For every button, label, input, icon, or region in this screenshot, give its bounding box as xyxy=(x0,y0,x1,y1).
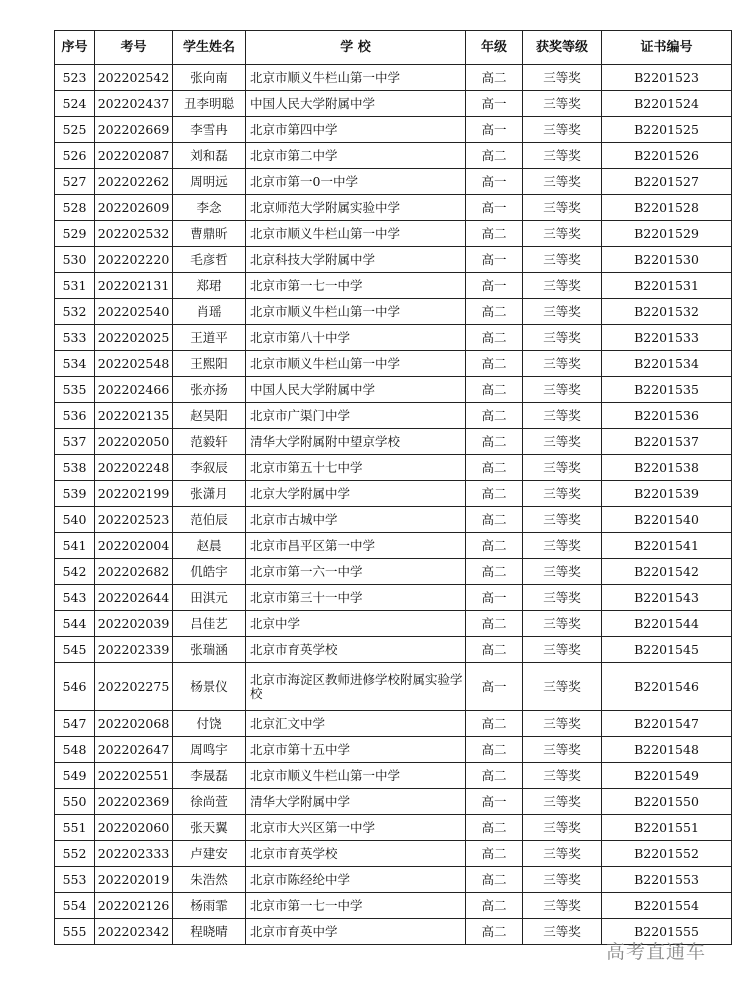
cell-award-level: 三等奖 xyxy=(523,403,602,429)
cell-index: 540 xyxy=(55,507,95,533)
table-row xyxy=(55,221,732,247)
table-body xyxy=(55,65,732,945)
cell-exam-id: 202202682 xyxy=(95,559,173,585)
cell-exam-id: 202202339 xyxy=(95,637,173,663)
cell-grade: 高二 xyxy=(466,533,523,559)
cell-grade: 高二 xyxy=(466,893,523,919)
cell-school: 北京市育英学校 xyxy=(246,841,466,867)
cell-certificate-no: B2201534 xyxy=(602,351,732,377)
cell-grade: 高二 xyxy=(466,559,523,585)
cell-school: 北京师范大学附属实验中学 xyxy=(246,195,466,221)
cell-certificate-no: B2201541 xyxy=(602,533,732,559)
cell-school: 北京市顺义牛栏山第一中学 xyxy=(246,763,466,789)
col-header-grade: 年级 xyxy=(466,31,523,65)
cell-school: 北京市顺义牛栏山第一中学 xyxy=(246,221,466,247)
cell-grade: 高二 xyxy=(466,65,523,91)
table-row xyxy=(55,893,732,919)
table-row xyxy=(55,737,732,763)
cell-grade: 高二 xyxy=(466,299,523,325)
table-row xyxy=(55,169,732,195)
cell-exam-id: 202202548 xyxy=(95,351,173,377)
cell-certificate-no: B2201554 xyxy=(602,893,732,919)
cell-school: 北京市海淀区教师进修学校附属实验学校 xyxy=(246,663,466,711)
cell-school: 北京中学 xyxy=(246,611,466,637)
cell-award-level: 三等奖 xyxy=(523,711,602,737)
cell-student-name: 郑珺 xyxy=(173,273,246,299)
cell-grade: 高二 xyxy=(466,737,523,763)
cell-exam-id: 202202532 xyxy=(95,221,173,247)
cell-award-level: 三等奖 xyxy=(523,919,602,945)
cell-grade: 高二 xyxy=(466,143,523,169)
cell-certificate-no: B2201526 xyxy=(602,143,732,169)
cell-award-level: 三等奖 xyxy=(523,789,602,815)
cell-award-level: 三等奖 xyxy=(523,377,602,403)
cell-certificate-no: B2201530 xyxy=(602,247,732,273)
cell-index: 537 xyxy=(55,429,95,455)
cell-index: 552 xyxy=(55,841,95,867)
cell-award-level: 三等奖 xyxy=(523,91,602,117)
cell-index: 534 xyxy=(55,351,95,377)
cell-student-name: 曹鼎昕 xyxy=(173,221,246,247)
cell-index: 554 xyxy=(55,893,95,919)
cell-index: 548 xyxy=(55,737,95,763)
cell-certificate-no: B2201528 xyxy=(602,195,732,221)
cell-school: 北京市第五十七中学 xyxy=(246,455,466,481)
cell-certificate-no: B2201553 xyxy=(602,867,732,893)
table-row xyxy=(55,507,732,533)
cell-award-level: 三等奖 xyxy=(523,351,602,377)
cell-grade: 高二 xyxy=(466,455,523,481)
cell-student-name: 丑李明聪 xyxy=(173,91,246,117)
cell-certificate-no: B2201555 xyxy=(602,919,732,945)
table-row xyxy=(55,663,732,711)
cell-certificate-no: B2201531 xyxy=(602,273,732,299)
cell-grade: 高一 xyxy=(466,117,523,143)
table-row xyxy=(55,377,732,403)
cell-certificate-no: B2201525 xyxy=(602,117,732,143)
cell-school: 北京市顺义牛栏山第一中学 xyxy=(246,299,466,325)
cell-exam-id: 202202644 xyxy=(95,585,173,611)
cell-index: 547 xyxy=(55,711,95,737)
cell-award-level: 三等奖 xyxy=(523,273,602,299)
table-row xyxy=(55,637,732,663)
cell-exam-id: 202202647 xyxy=(95,737,173,763)
cell-certificate-no: B2201549 xyxy=(602,763,732,789)
cell-student-name: 程晓晴 xyxy=(173,919,246,945)
cell-grade: 高二 xyxy=(466,763,523,789)
cell-school: 中国人民大学附属中学 xyxy=(246,91,466,117)
cell-certificate-no: B2201533 xyxy=(602,325,732,351)
cell-student-name: 赵昊阳 xyxy=(173,403,246,429)
cell-exam-id: 202202199 xyxy=(95,481,173,507)
cell-exam-id: 202202004 xyxy=(95,533,173,559)
cell-certificate-no: B2201550 xyxy=(602,789,732,815)
cell-index: 528 xyxy=(55,195,95,221)
cell-award-level: 三等奖 xyxy=(523,737,602,763)
col-header-index: 序号 xyxy=(55,31,95,65)
cell-exam-id: 202202068 xyxy=(95,711,173,737)
table-row xyxy=(55,585,732,611)
table-row xyxy=(55,117,732,143)
cell-student-name: 王熙阳 xyxy=(173,351,246,377)
cell-award-level: 三等奖 xyxy=(523,247,602,273)
cell-award-level: 三等奖 xyxy=(523,481,602,507)
cell-index: 541 xyxy=(55,533,95,559)
col-header-exam-id: 考号 xyxy=(95,31,173,65)
cell-grade: 高二 xyxy=(466,221,523,247)
cell-certificate-no: B2201529 xyxy=(602,221,732,247)
cell-award-level: 三等奖 xyxy=(523,221,602,247)
cell-certificate-no: B2201532 xyxy=(602,299,732,325)
table-row xyxy=(55,195,732,221)
cell-certificate-no: B2201527 xyxy=(602,169,732,195)
cell-exam-id: 202202060 xyxy=(95,815,173,841)
cell-grade: 高一 xyxy=(466,789,523,815)
cell-exam-id: 202202050 xyxy=(95,429,173,455)
cell-index: 524 xyxy=(55,91,95,117)
cell-index: 535 xyxy=(55,377,95,403)
cell-school: 北京市第四中学 xyxy=(246,117,466,143)
cell-grade: 高二 xyxy=(466,919,523,945)
cell-exam-id: 202202342 xyxy=(95,919,173,945)
cell-grade: 高二 xyxy=(466,611,523,637)
cell-exam-id: 202202135 xyxy=(95,403,173,429)
cell-index: 531 xyxy=(55,273,95,299)
cell-index: 533 xyxy=(55,325,95,351)
cell-index: 544 xyxy=(55,611,95,637)
table-row xyxy=(55,559,732,585)
cell-index: 525 xyxy=(55,117,95,143)
table-row xyxy=(55,533,732,559)
cell-exam-id: 202202466 xyxy=(95,377,173,403)
cell-school: 北京市大兴区第一中学 xyxy=(246,815,466,841)
table-row xyxy=(55,611,732,637)
cell-award-level: 三等奖 xyxy=(523,815,602,841)
cell-student-name: 刘和磊 xyxy=(173,143,246,169)
table-row xyxy=(55,481,732,507)
cell-student-name: 范毅轩 xyxy=(173,429,246,455)
table-row xyxy=(55,841,732,867)
cell-grade: 高二 xyxy=(466,351,523,377)
cell-certificate-no: B2201539 xyxy=(602,481,732,507)
cell-grade: 高二 xyxy=(466,377,523,403)
cell-certificate-no: B2201548 xyxy=(602,737,732,763)
header-row xyxy=(55,31,732,65)
cell-school: 北京市顺义牛栏山第一中学 xyxy=(246,65,466,91)
cell-exam-id: 202202369 xyxy=(95,789,173,815)
cell-award-level: 三等奖 xyxy=(523,867,602,893)
table-row xyxy=(55,867,732,893)
cell-certificate-no: B2201535 xyxy=(602,377,732,403)
cell-index: 543 xyxy=(55,585,95,611)
table-row xyxy=(55,763,732,789)
cell-exam-id: 202202540 xyxy=(95,299,173,325)
cell-index: 529 xyxy=(55,221,95,247)
cell-student-name: 徐尚萱 xyxy=(173,789,246,815)
cell-grade: 高一 xyxy=(466,247,523,273)
col-header-student-name: 学生姓名 xyxy=(173,31,246,65)
cell-school: 北京汇文中学 xyxy=(246,711,466,737)
table-row xyxy=(55,815,732,841)
cell-certificate-no: B2201524 xyxy=(602,91,732,117)
cell-index: 530 xyxy=(55,247,95,273)
cell-student-name: 朱浩然 xyxy=(173,867,246,893)
cell-certificate-no: B2201545 xyxy=(602,637,732,663)
cell-school: 北京市昌平区第一中学 xyxy=(246,533,466,559)
cell-school: 北京科技大学附属中学 xyxy=(246,247,466,273)
cell-student-name: 卢建安 xyxy=(173,841,246,867)
cell-award-level: 三等奖 xyxy=(523,559,602,585)
cell-exam-id: 202202275 xyxy=(95,663,173,711)
cell-grade: 高二 xyxy=(466,403,523,429)
cell-certificate-no: B2201546 xyxy=(602,663,732,711)
cell-exam-id: 202202248 xyxy=(95,455,173,481)
cell-student-name: 仉皓宇 xyxy=(173,559,246,585)
cell-index: 536 xyxy=(55,403,95,429)
cell-index: 555 xyxy=(55,919,95,945)
table-row xyxy=(55,351,732,377)
cell-certificate-no: B2201547 xyxy=(602,711,732,737)
cell-index: 551 xyxy=(55,815,95,841)
cell-grade: 高一 xyxy=(466,585,523,611)
cell-grade: 高一 xyxy=(466,195,523,221)
cell-student-name: 周鸣宇 xyxy=(173,737,246,763)
cell-student-name: 李雪冉 xyxy=(173,117,246,143)
cell-award-level: 三等奖 xyxy=(523,637,602,663)
cell-index: 542 xyxy=(55,559,95,585)
cell-award-level: 三等奖 xyxy=(523,455,602,481)
cell-grade: 高二 xyxy=(466,637,523,663)
cell-grade: 高一 xyxy=(466,91,523,117)
cell-student-name: 李晟磊 xyxy=(173,763,246,789)
cell-school: 北京市顺义牛栏山第一中学 xyxy=(246,351,466,377)
table-row xyxy=(55,403,732,429)
cell-exam-id: 202202126 xyxy=(95,893,173,919)
cell-exam-id: 202202039 xyxy=(95,611,173,637)
cell-exam-id: 202202551 xyxy=(95,763,173,789)
table-row xyxy=(55,325,732,351)
col-header-school: 学 校 xyxy=(246,31,466,65)
cell-award-level: 三等奖 xyxy=(523,763,602,789)
cell-exam-id: 202202087 xyxy=(95,143,173,169)
cell-award-level: 三等奖 xyxy=(523,611,602,637)
cell-award-level: 三等奖 xyxy=(523,429,602,455)
cell-certificate-no: B2201544 xyxy=(602,611,732,637)
cell-exam-id: 202202019 xyxy=(95,867,173,893)
cell-exam-id: 202202542 xyxy=(95,65,173,91)
cell-index: 523 xyxy=(55,65,95,91)
cell-student-name: 杨景仪 xyxy=(173,663,246,711)
cell-certificate-no: B2201523 xyxy=(602,65,732,91)
cell-exam-id: 202202262 xyxy=(95,169,173,195)
cell-grade: 高二 xyxy=(466,867,523,893)
cell-exam-id: 202202437 xyxy=(95,91,173,117)
cell-school: 北京市育英中学 xyxy=(246,919,466,945)
cell-school: 北京市第十五中学 xyxy=(246,737,466,763)
cell-award-level: 三等奖 xyxy=(523,169,602,195)
cell-grade: 高二 xyxy=(466,815,523,841)
cell-student-name: 张潇月 xyxy=(173,481,246,507)
table-row xyxy=(55,65,732,91)
cell-school: 清华大学附属附中望京学校 xyxy=(246,429,466,455)
cell-index: 539 xyxy=(55,481,95,507)
cell-award-level: 三等奖 xyxy=(523,65,602,91)
cell-student-name: 张向南 xyxy=(173,65,246,91)
cell-student-name: 张瑞涵 xyxy=(173,637,246,663)
cell-exam-id: 202202669 xyxy=(95,117,173,143)
cell-index: 546 xyxy=(55,663,95,711)
cell-award-level: 三等奖 xyxy=(523,325,602,351)
table-row xyxy=(55,789,732,815)
cell-school: 北京市第一七一中学 xyxy=(246,893,466,919)
cell-award-level: 三等奖 xyxy=(523,893,602,919)
table-row xyxy=(55,711,732,737)
cell-certificate-no: B2201552 xyxy=(602,841,732,867)
cell-award-level: 三等奖 xyxy=(523,585,602,611)
cell-grade: 高一 xyxy=(466,663,523,711)
cell-grade: 高二 xyxy=(466,429,523,455)
cell-award-level: 三等奖 xyxy=(523,841,602,867)
cell-school: 北京市第三十一中学 xyxy=(246,585,466,611)
cell-school: 北京市广渠门中学 xyxy=(246,403,466,429)
cell-student-name: 张天翼 xyxy=(173,815,246,841)
cell-certificate-no: B2201537 xyxy=(602,429,732,455)
cell-award-level: 三等奖 xyxy=(523,507,602,533)
cell-certificate-no: B2201542 xyxy=(602,559,732,585)
cell-grade: 高一 xyxy=(466,273,523,299)
table-row xyxy=(55,91,732,117)
cell-student-name: 张亦扬 xyxy=(173,377,246,403)
cell-grade: 高二 xyxy=(466,507,523,533)
cell-school: 北京市育英学校 xyxy=(246,637,466,663)
cell-student-name: 李念 xyxy=(173,195,246,221)
cell-index: 527 xyxy=(55,169,95,195)
cell-index: 549 xyxy=(55,763,95,789)
cell-grade: 高二 xyxy=(466,841,523,867)
cell-student-name: 李叙辰 xyxy=(173,455,246,481)
cell-index: 526 xyxy=(55,143,95,169)
cell-student-name: 肖瑶 xyxy=(173,299,246,325)
col-header-certificate-no: 证书编号 xyxy=(602,31,732,65)
cell-index: 532 xyxy=(55,299,95,325)
cell-school: 北京市第八十中学 xyxy=(246,325,466,351)
cell-certificate-no: B2201543 xyxy=(602,585,732,611)
cell-school: 北京市第二中学 xyxy=(246,143,466,169)
cell-student-name: 毛彦哲 xyxy=(173,247,246,273)
cell-school: 北京市第一六一中学 xyxy=(246,559,466,585)
cell-student-name: 付饶 xyxy=(173,711,246,737)
cell-grade: 高一 xyxy=(466,169,523,195)
cell-award-level: 三等奖 xyxy=(523,299,602,325)
cell-index: 550 xyxy=(55,789,95,815)
cell-exam-id: 202202131 xyxy=(95,273,173,299)
cell-student-name: 范伯辰 xyxy=(173,507,246,533)
table-row xyxy=(55,273,732,299)
cell-index: 538 xyxy=(55,455,95,481)
cell-school: 清华大学附属中学 xyxy=(246,789,466,815)
cell-award-level: 三等奖 xyxy=(523,143,602,169)
table-row xyxy=(55,143,732,169)
cell-school: 北京大学附属中学 xyxy=(246,481,466,507)
cell-award-level: 三等奖 xyxy=(523,533,602,559)
cell-grade: 高二 xyxy=(466,711,523,737)
cell-student-name: 周明远 xyxy=(173,169,246,195)
cell-grade: 高二 xyxy=(466,325,523,351)
cell-school: 北京市古城中学 xyxy=(246,507,466,533)
cell-student-name: 吕佳艺 xyxy=(173,611,246,637)
cell-school: 北京市第一0一中学 xyxy=(246,169,466,195)
cell-index: 545 xyxy=(55,637,95,663)
table-row xyxy=(55,299,732,325)
table-row xyxy=(55,455,732,481)
table-row xyxy=(55,429,732,455)
cell-exam-id: 202202523 xyxy=(95,507,173,533)
cell-award-level: 三等奖 xyxy=(523,117,602,143)
cell-school: 北京市陈经纶中学 xyxy=(246,867,466,893)
table-row xyxy=(55,247,732,273)
cell-certificate-no: B2201540 xyxy=(602,507,732,533)
cell-certificate-no: B2201551 xyxy=(602,815,732,841)
cell-student-name: 杨雨霏 xyxy=(173,893,246,919)
col-header-award-level: 获奖等级 xyxy=(523,31,602,65)
cell-exam-id: 202202220 xyxy=(95,247,173,273)
cell-student-name: 赵晨 xyxy=(173,533,246,559)
cell-index: 553 xyxy=(55,867,95,893)
cell-certificate-no: B2201538 xyxy=(602,455,732,481)
cell-student-name: 王道平 xyxy=(173,325,246,351)
cell-school: 中国人民大学附属中学 xyxy=(246,377,466,403)
cell-exam-id: 202202025 xyxy=(95,325,173,351)
cell-award-level: 三等奖 xyxy=(523,663,602,711)
cell-certificate-no: B2201536 xyxy=(602,403,732,429)
cell-award-level: 三等奖 xyxy=(523,195,602,221)
cell-student-name: 田淇元 xyxy=(173,585,246,611)
cell-grade: 高二 xyxy=(466,481,523,507)
cell-exam-id: 202202609 xyxy=(95,195,173,221)
watermark-text: 高考直通车 xyxy=(606,941,707,963)
awards-table xyxy=(54,30,732,945)
cell-exam-id: 202202333 xyxy=(95,841,173,867)
cell-school: 北京市第一七一中学 xyxy=(246,273,466,299)
